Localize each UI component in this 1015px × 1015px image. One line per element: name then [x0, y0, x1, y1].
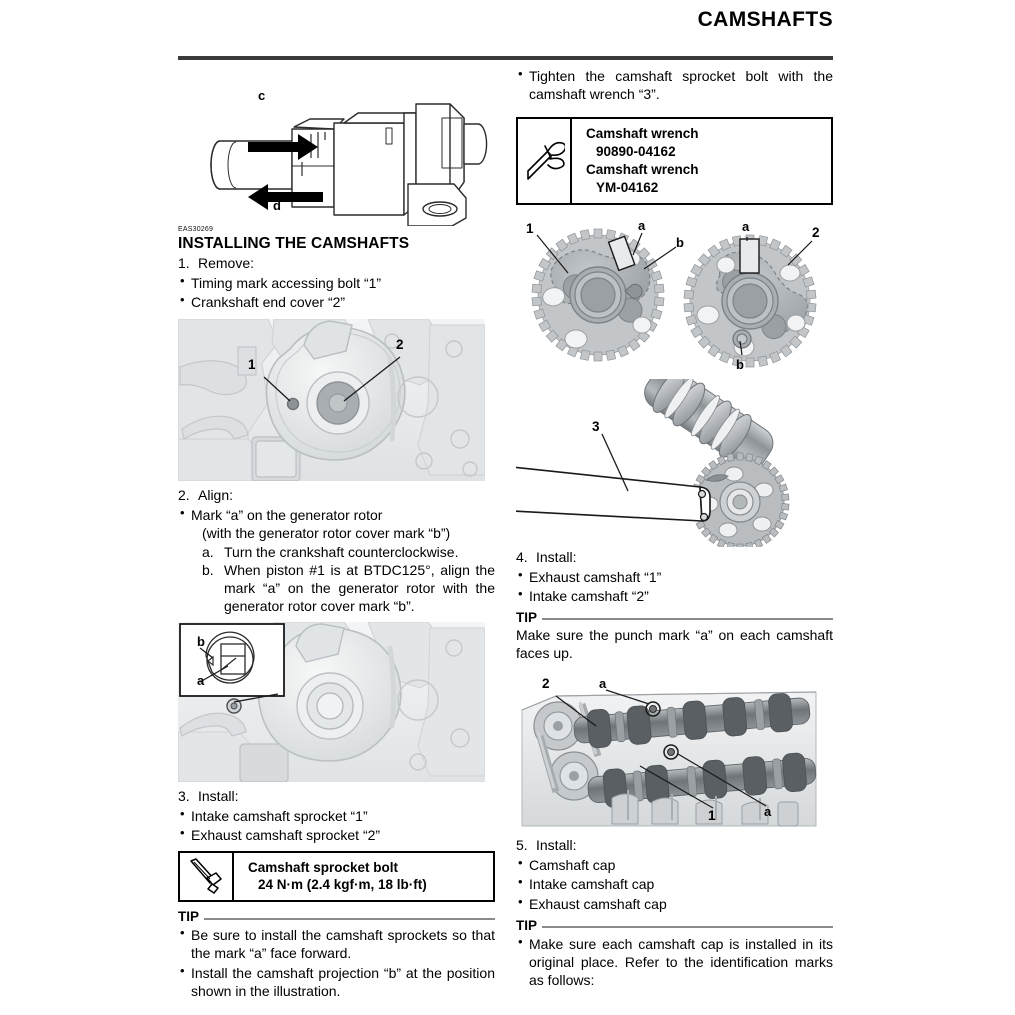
- tool-line2: 90890-04162: [596, 144, 676, 160]
- step-2a-text: Turn the crankshaft counterclockwise.: [224, 543, 459, 560]
- torque-wrench-glyph: [185, 856, 227, 896]
- camshaft-wrench-drawing: [516, 379, 833, 547]
- torque-wrench-icon: [180, 853, 234, 901]
- list-item: • Make sure each camshaft cap is installed in its original place. Refer to the identification marks as follows:: [516, 935, 833, 990]
- step-2b-text: When piston #1 is at BTDC125°, align the mark “a” on the generator rotor with the generator rotor cover mark “b”.: [224, 561, 495, 615]
- label-a: a: [599, 676, 607, 692]
- label-a: a: [638, 217, 646, 233]
- list-item: • Intake camshaft cap: [516, 875, 833, 893]
- page-header: [178, 8, 833, 32]
- right-top-bullet: [516, 67, 833, 103]
- section-title: INSTALLING THE CAMSHAFTS: [178, 235, 410, 252]
- list-item: • Exhaust camshaft “1”: [516, 568, 833, 586]
- page-title: CAMSHAFTS: [697, 8, 833, 31]
- step-2: [178, 487, 495, 505]
- step-1-number: 1.: [178, 255, 190, 271]
- tip-right-1-rule: [542, 618, 833, 620]
- torque-spec-text: [234, 853, 431, 901]
- tip-right-2-label: TIP: [516, 917, 538, 933]
- torque-spec-line1: Camshaft sprocket bolt: [248, 859, 399, 875]
- step-2-parenthetical: (with the generator rotor cover mark “b”): [202, 525, 451, 542]
- tool-spec-box: [516, 117, 833, 204]
- label-b: b: [676, 234, 684, 250]
- list-item: • Exhaust camshaft sprocket “2”: [178, 826, 495, 844]
- figure-camshaft-end-arrows: [178, 66, 495, 226]
- camshaft-sprockets-drawing: [516, 213, 833, 375]
- header-rule: [178, 56, 833, 60]
- label-d: d: [273, 198, 281, 213]
- tip-right-2-header: [516, 918, 833, 933]
- figure-generator-rotor-cover: [178, 319, 495, 481]
- tool-line1: Camshaft wrench: [586, 126, 699, 142]
- tip-left-header: [178, 909, 495, 924]
- step-3: [178, 788, 495, 806]
- step-2b: [178, 561, 495, 616]
- step-5-label: Install:: [536, 837, 577, 854]
- tip-right-1-header: [516, 610, 833, 625]
- list-item: • Mark “a” on the generator rotor: [178, 506, 495, 524]
- label-b: b: [736, 356, 744, 372]
- list-item: • Intake camshaft sprocket “1”: [178, 807, 495, 825]
- label-1: 1: [526, 220, 534, 236]
- label-a: a: [197, 673, 205, 689]
- step-3-label: Install:: [198, 788, 239, 805]
- step-4-number: 4.: [516, 548, 528, 565]
- step-5: [516, 837, 833, 855]
- step-4-label: Install:: [536, 548, 577, 565]
- label-3: 3: [592, 418, 600, 434]
- list-item: • Crankshaft end cover “2”: [178, 293, 495, 311]
- label-1: 1: [708, 808, 716, 824]
- tip-right-2-rule: [542, 926, 833, 928]
- step-2a-marker: a.: [202, 543, 214, 560]
- figure-generator-rotor-mark: [178, 622, 495, 782]
- tool-line3: Camshaft wrench: [586, 162, 699, 177]
- right-column: [516, 66, 833, 989]
- cylinder-head-photo: [516, 670, 823, 835]
- step-1-label: Remove:: [198, 255, 255, 271]
- list-item: • Timing mark accessing bolt “1”: [178, 274, 495, 292]
- step-2b-marker: b.: [202, 561, 214, 578]
- document-code: EAS30269: [178, 226, 214, 233]
- figure-camshaft-wrench: [516, 379, 833, 547]
- figure-cylinder-head: [516, 670, 833, 835]
- tip-left: [178, 909, 495, 1000]
- step-3-number: 3.: [178, 788, 190, 805]
- label-a: a: [764, 804, 772, 820]
- label-b: b: [197, 634, 205, 650]
- label-2: 2: [396, 337, 404, 353]
- label-1: 1: [248, 357, 256, 373]
- tip-left-rule: [204, 918, 495, 920]
- list-item: • Exhaust camshaft cap: [516, 895, 833, 913]
- list-item: • Be sure to install the camshaft sprockets so that the mark “a” face forward.: [178, 926, 495, 962]
- step-2-number: 2.: [178, 487, 190, 504]
- step-4: [516, 549, 833, 567]
- step-5-items: [516, 856, 833, 913]
- list-item: • Camshaft cap: [516, 856, 833, 874]
- tip-left-label: TIP: [178, 909, 200, 925]
- torque-spec-box: [178, 851, 495, 903]
- step-2a: [178, 543, 495, 561]
- step-2-label: Align:: [198, 487, 234, 504]
- engine-photo-1: [178, 319, 485, 481]
- tool-spec-text: [572, 119, 703, 202]
- camshaft-end-arrows-drawing: [178, 66, 495, 226]
- tip-right-1: [516, 610, 833, 662]
- list-item: • Install the camshaft projection “b” at the position shown in the illustration.: [178, 964, 495, 1000]
- tip-right-1-body: Make sure the punch mark “a” on each camshaft faces up.: [516, 626, 833, 662]
- tip-right-1-label: TIP: [516, 609, 538, 625]
- list-item: • Intake camshaft “2”: [516, 587, 833, 605]
- tip-left-items: [178, 926, 495, 1000]
- list-item: • Tighten the camshaft sprocket bolt with the camshaft wrench “3”.: [516, 67, 833, 103]
- tip-right-2-items: [516, 935, 833, 990]
- tool-line4: YM-04162: [596, 179, 659, 195]
- step-4-items: [516, 568, 833, 605]
- step-1: [178, 255, 495, 273]
- engine-photo-2: [178, 622, 485, 782]
- step-3-items: [178, 807, 495, 844]
- label-a: a: [742, 218, 750, 234]
- camshaft-wrench-glyph: [523, 138, 565, 184]
- step-1-items: [178, 274, 495, 311]
- label-c: c: [258, 88, 266, 103]
- tip-right-2: [516, 918, 833, 990]
- torque-spec-line2: 24 N·m (2.4 kgf·m, 18 lb·ft): [258, 877, 427, 893]
- step-5-number: 5.: [516, 837, 528, 854]
- label-2: 2: [542, 676, 550, 692]
- camshaft-wrench-icon: [518, 119, 572, 202]
- figure-camshaft-sprockets: [516, 213, 833, 375]
- left-column: [178, 66, 495, 1000]
- label-2: 2: [812, 224, 820, 240]
- step-2-items: [178, 506, 495, 524]
